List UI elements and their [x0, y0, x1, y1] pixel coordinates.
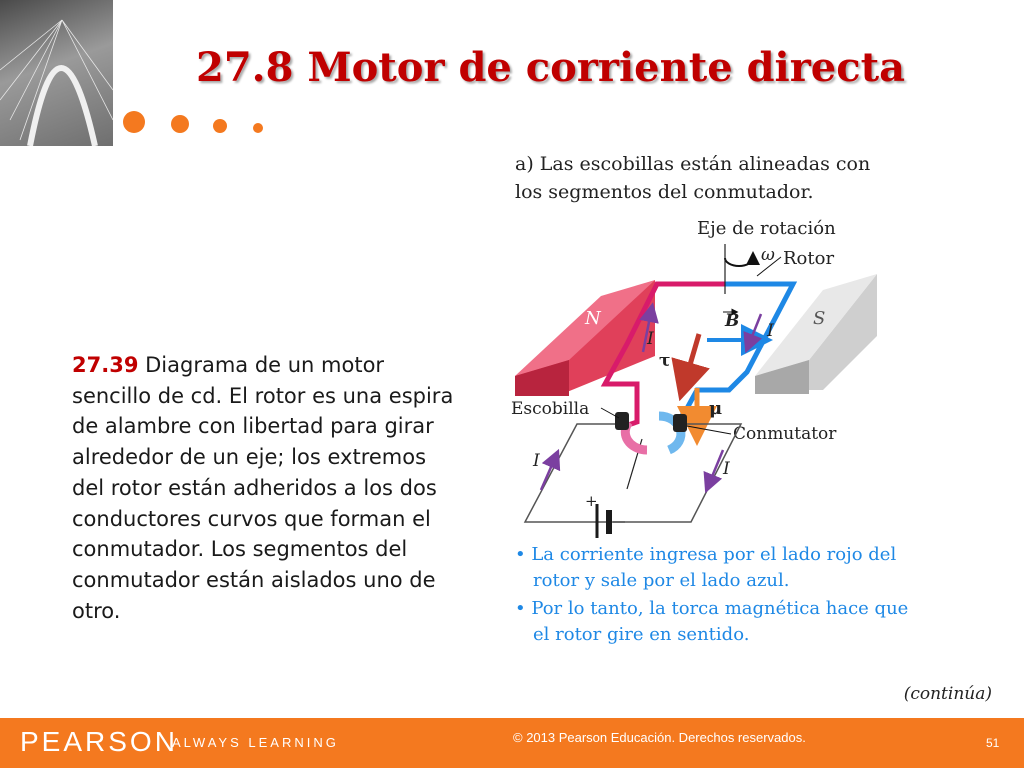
tagline: ALWAYS LEARNING	[172, 735, 339, 750]
torque-arrow	[685, 334, 699, 382]
battery	[585, 492, 609, 538]
commutator-label: Conmutator	[733, 424, 837, 444]
brush-right	[673, 414, 687, 432]
rotation-arrow	[725, 258, 753, 266]
brush-label: Escobilla	[511, 399, 590, 419]
caption-number: 27.39	[72, 353, 139, 377]
magnet-n	[515, 280, 655, 396]
decorative-dots	[120, 108, 280, 138]
circuit-wire	[525, 424, 741, 522]
dc-motor-diagram	[497, 144, 917, 654]
mu-label: μ	[709, 398, 723, 419]
caption-text: Diagrama de un motor sencillo de cd. El rotor es una espira de alambre con libertad para girar alrededor de un eje; los extremos del rotor están adheridos a los dos conductores curvos que forman el conmutador. Los segmentos del conmutador están aislados uno de otro.	[72, 353, 454, 623]
slide-title: 27.8 Motor de corriente directa	[196, 44, 906, 91]
current-arrow-circuit-left	[541, 458, 555, 490]
continued-note: (continúa)	[903, 684, 992, 704]
b-label: B	[725, 311, 740, 331]
current-label-right: I	[767, 321, 774, 341]
battery-plus-label: +	[585, 492, 598, 510]
current-label-circuit-right: I	[723, 459, 730, 479]
current-label-circuit-left: I	[533, 451, 540, 471]
figure-heading-line2: los segmentos del conmutador.	[515, 181, 814, 203]
page-number: 51	[986, 736, 1000, 750]
figure-caption	[72, 350, 462, 626]
rotor-label: Rotor	[783, 248, 835, 269]
omega-label: ω	[761, 245, 775, 265]
copyright: © 2013 Pearson Educación. Derechos reservados.	[513, 730, 806, 745]
axis-label: Eje de rotación	[697, 218, 836, 239]
bullet2-line2: el rotor gire en sentido.	[533, 624, 750, 645]
book-cover-image	[0, 0, 113, 146]
commutator	[615, 412, 687, 450]
current-label-left: I	[647, 329, 654, 349]
bullet1-line1: • La corriente ingresa por el lado rojo del	[515, 544, 897, 565]
tau-label: τ	[659, 351, 671, 371]
magnet-n-label: N	[585, 308, 601, 329]
bullet1-line2: rotor y sale por el lado azul.	[533, 570, 790, 591]
footer-bar	[0, 718, 1024, 768]
magnet-s-label: S	[813, 308, 826, 329]
bullet2-line1: • Por lo tanto, la torca magnética hace que	[515, 598, 909, 619]
current-arrow-circuit-right	[709, 450, 723, 484]
figure-heading-line1: a) Las escobillas están alineadas con	[515, 153, 871, 175]
brush-left	[615, 412, 629, 430]
pearson-logo: PEARSON	[20, 726, 178, 757]
